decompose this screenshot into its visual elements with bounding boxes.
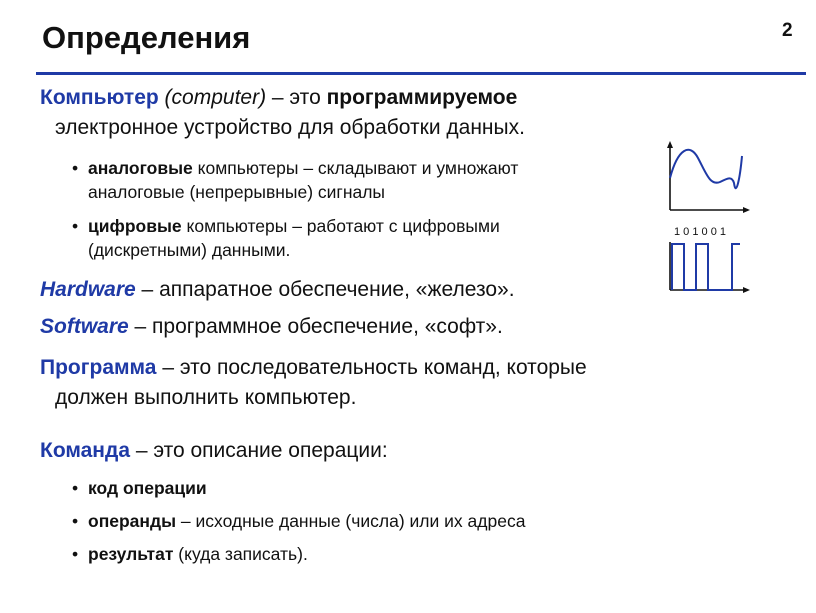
software-term: Software [40, 315, 129, 338]
program-term: Программа [40, 356, 157, 379]
title-rule [36, 72, 806, 75]
digital-bits-label: 1 0 1 0 0 1 [674, 226, 726, 238]
command-text: – это описание операции: [130, 439, 388, 462]
analog-wave [670, 150, 742, 188]
hardware-term: Hardware [40, 278, 136, 301]
computer-definition [40, 83, 680, 143]
computer-term: Компьютер [40, 86, 159, 109]
software-text: – программное обеспечение, «софт». [128, 315, 503, 338]
bullet-text: (куда записать). [173, 544, 308, 564]
command-definition [40, 436, 388, 466]
hardware-text: – аппаратное обеспечение, «железо». [135, 278, 515, 301]
bullet-bold: операнды [88, 511, 177, 531]
computer-dash: – это [266, 86, 327, 109]
bullet-icon: • [72, 158, 79, 178]
bullet-icon: • [72, 511, 79, 531]
program-continuation: должен выполнить компьютер. [55, 386, 357, 409]
analog-signal-graph [667, 141, 750, 213]
bullet-text: – исходные данные (числа) или их адреса [176, 511, 526, 531]
page-number: 2 [782, 20, 793, 41]
computer-emph: программируемое [326, 86, 518, 109]
digital-signal-graph [670, 242, 750, 293]
bullet-text: компьютеры – работают с цифровыми [181, 216, 500, 236]
list-item [72, 509, 525, 533]
digital-wave [672, 244, 740, 290]
computer-term-en: (computer) [164, 86, 267, 109]
list-item [72, 476, 207, 500]
bullet-text: компьютеры – складывают и умножают [192, 158, 519, 178]
hardware-definition [40, 275, 515, 305]
bullet-icon: • [72, 216, 79, 236]
list-item [72, 214, 652, 262]
computer-continuation: электронное устройство для обработки данных. [55, 116, 525, 139]
bullet-icon: • [72, 544, 79, 564]
analog-digital-signal-figure [660, 138, 750, 298]
command-term: Команда [40, 439, 130, 462]
bullet-icon: • [72, 478, 79, 498]
slide-title: Определения [42, 20, 251, 55]
bullet-bold: результат [88, 544, 174, 564]
list-item [72, 156, 652, 204]
program-definition [40, 353, 780, 413]
program-text: – это последовательность команд, которые [156, 356, 587, 379]
software-definition [40, 312, 503, 342]
bullet-text-cont: аналоговые (непрерывные) сигналы [88, 182, 386, 202]
bullet-text-cont: (дискретными) данными. [88, 240, 291, 260]
bullet-bold: цифровые [88, 216, 182, 236]
bullet-bold: код операции [88, 478, 207, 498]
bullet-bold: аналоговые [88, 158, 193, 178]
list-item [72, 542, 308, 566]
